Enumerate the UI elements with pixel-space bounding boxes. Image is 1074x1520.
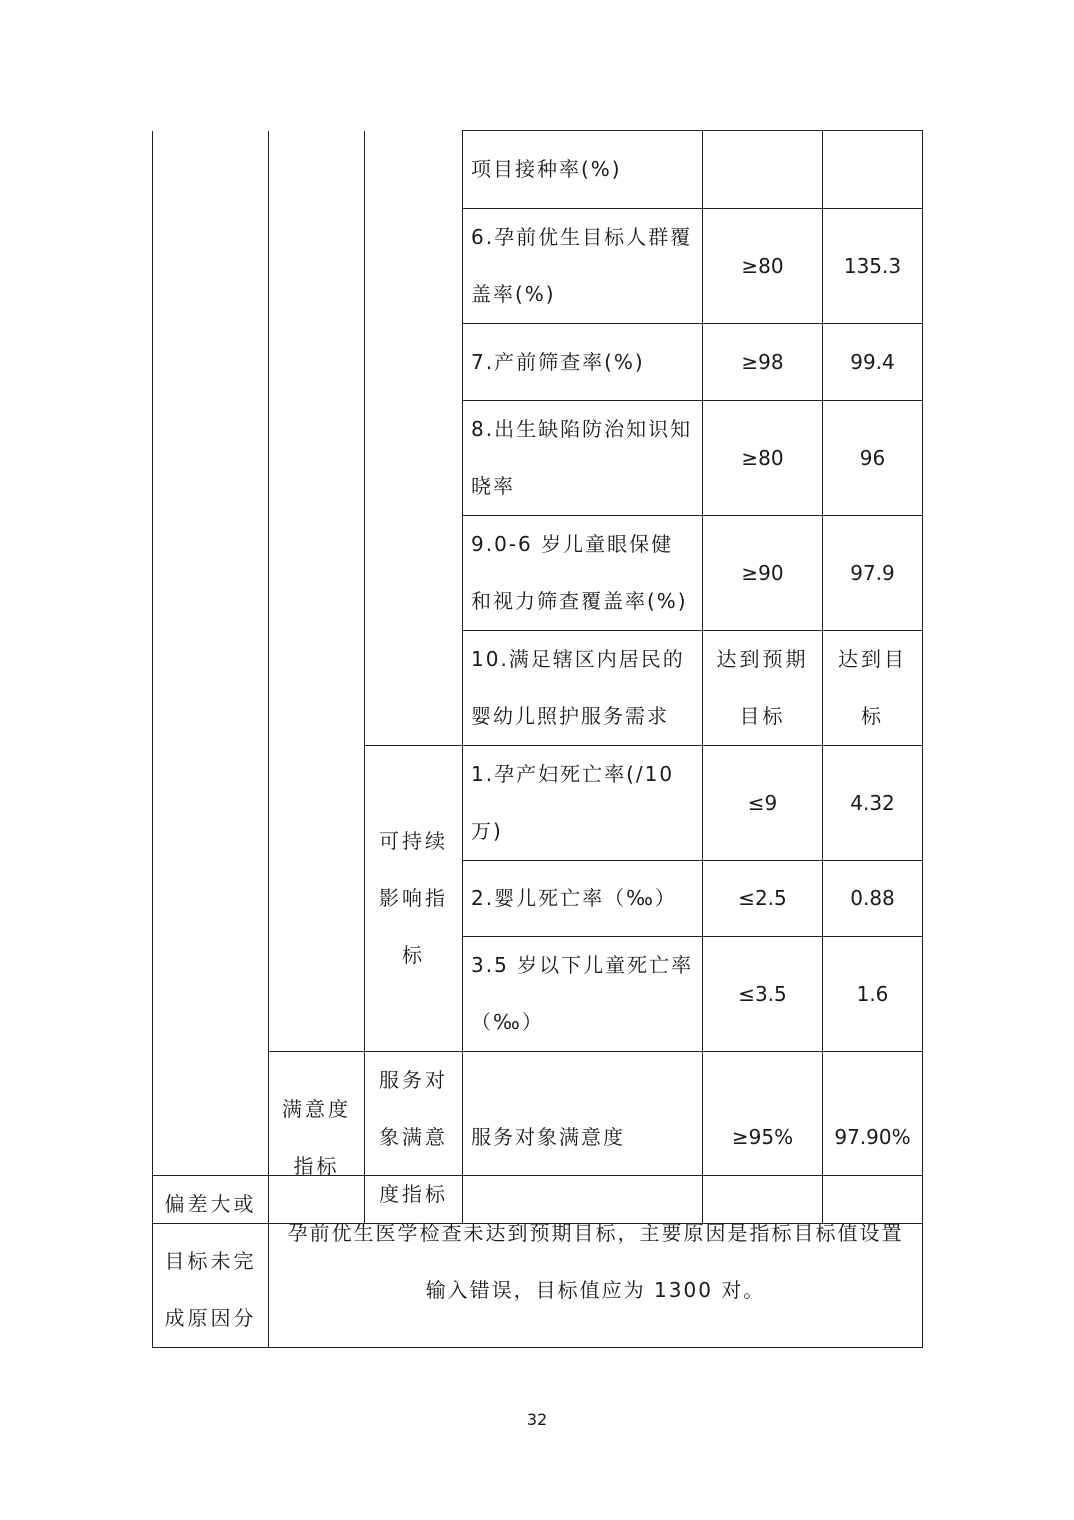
col2-continuation-cell (269, 131, 365, 1052)
indicator-target: ≥80 (703, 401, 823, 516)
indicator-name: 3.5 岁以下儿童死亡率（‰） (463, 937, 703, 1052)
deviation-label: 偏差大或目标未完成原因分 (153, 1176, 269, 1348)
indicator-name: 项目接种率(%) (463, 131, 703, 209)
indicator-actual: 97.9 (823, 516, 923, 631)
sustain-category: 可持续影响指标 (365, 746, 463, 1052)
indicator-actual: 135.3 (823, 209, 923, 324)
indicator-name: 1.孕产妇死亡率(/10万) (463, 746, 703, 861)
indicator-target: ≤9 (703, 746, 823, 861)
page-number: 32 (526, 1410, 548, 1429)
deviation-table (152, 1175, 923, 1348)
indicator-actual: 4.32 (823, 746, 923, 861)
indicator-actual: 99.4 (823, 324, 923, 401)
indicator-name: 8.出生缺陷防治知识知晓率 (463, 401, 703, 516)
indicator-actual: 1.6 (823, 937, 923, 1052)
indicator-name: 服务对象满意度 (463, 1052, 703, 1224)
indicator-actual (823, 131, 923, 209)
indicator-target: 达到预期目标 (703, 631, 823, 746)
indicator-target: ≤3.5 (703, 937, 823, 1052)
indicator-name: 7.产前筛查率(%) (463, 324, 703, 401)
indicator-actual: 达到目标 (823, 631, 923, 746)
deviation-text: 孕前优生医学检查未达到预期目标，主要原因是指标目标值设置输入错误，目标值应为 1300 对。 (269, 1176, 923, 1348)
indicator-name: 10.满足辖区内居民的婴幼儿照护服务需求 (463, 631, 703, 746)
indicator-actual: 96 (823, 401, 923, 516)
indicator-target: ≥95% (703, 1052, 823, 1224)
indicator-target (703, 131, 823, 209)
satisfaction-level1: 满意度指标 (269, 1052, 365, 1224)
performance-table (152, 130, 923, 1224)
indicator-actual: 0.88 (823, 861, 923, 937)
indicator-target: ≥80 (703, 209, 823, 324)
indicator-target: ≤2.5 (703, 861, 823, 937)
indicator-name: 9.0-6 岁儿童眼保健和视力筛查覆盖率(%) (463, 516, 703, 631)
satisfaction-level2: 服务对象满意度指标 (365, 1052, 463, 1224)
indicator-name: 2.婴儿死亡率（‰） (463, 861, 703, 937)
col3-continuation-cell (365, 131, 463, 746)
indicator-target: ≥98 (703, 324, 823, 401)
indicator-name: 6.孕前优生目标人群覆盖率(%) (463, 209, 703, 324)
indicator-target: ≥90 (703, 516, 823, 631)
indicator-actual: 97.90% (823, 1052, 923, 1224)
col1-continuation-cell (153, 131, 269, 1224)
